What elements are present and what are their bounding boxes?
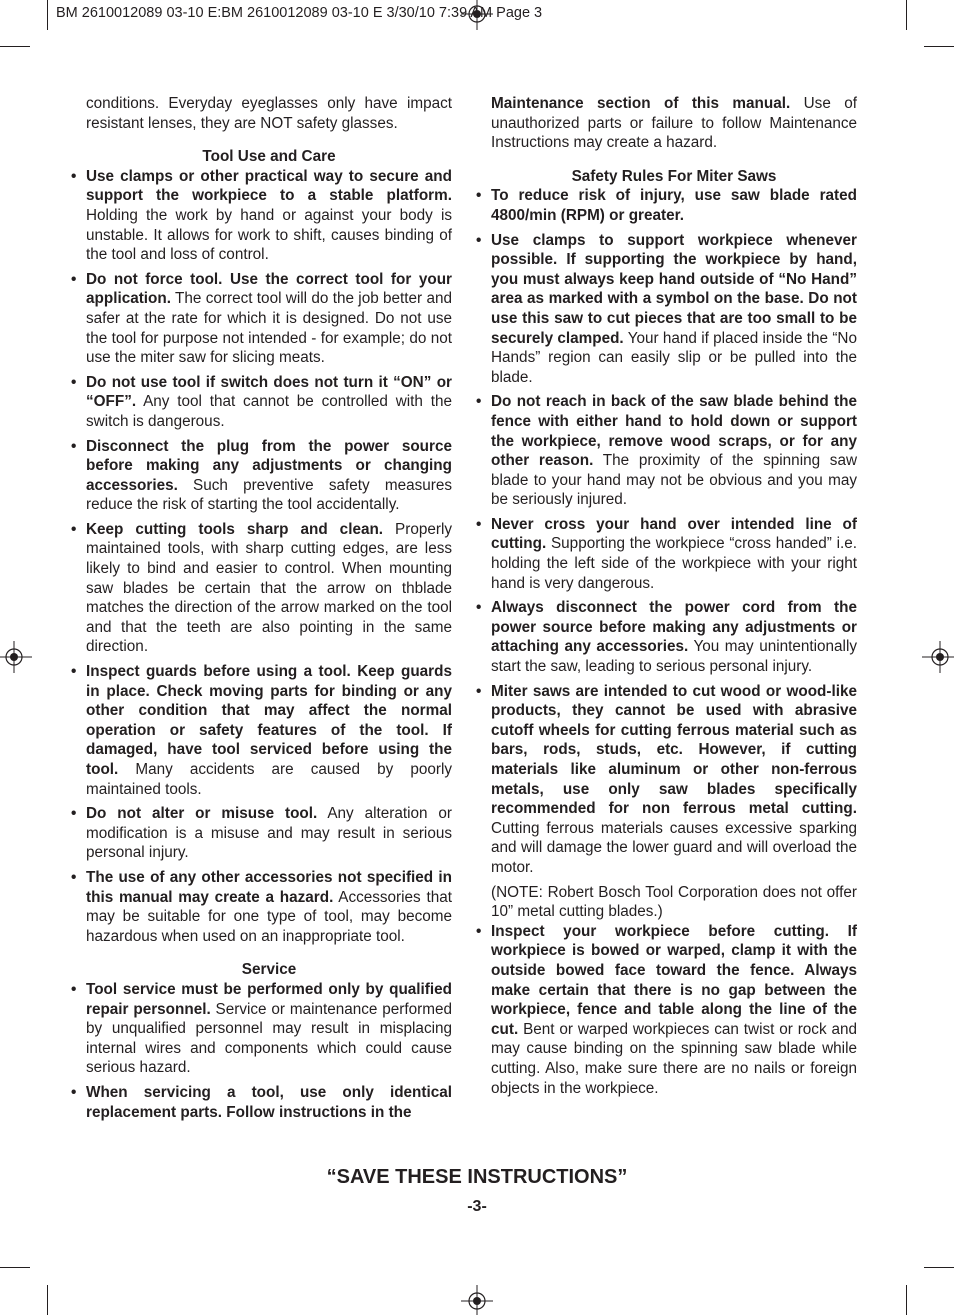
right-column (476, 94, 857, 1103)
page-number: -3- (467, 1198, 487, 1215)
section-heading-tool-use: Tool Use and Care (202, 148, 336, 166)
bullet: • (71, 520, 77, 538)
bullet: • (71, 868, 77, 886)
registration-mark-icon (922, 641, 954, 673)
list-item: • Disconnect the plug from the power source before making any adjustments or changing accessories. Such preventive safety measures reduce the risk of starting the tool accidentally. (71, 437, 452, 514)
list-item: • Use clamps to support workpiece whenever possible. If supporting the workpiece by hand, you must always keep hand outside of “No Hand” area as marked with a symbol on the base. Do not use this saw to cut pieces that are too small to be securely clamped. Your hand if placed inside the “No Hands” region can easily slip or be pulled into the blade. (476, 231, 857, 386)
crop-mark (906, 0, 907, 30)
list-item: • Do not use tool if switch does not turn it “ON” or “OFF”. Any tool that cannot be controlled with the switch is dangerous. (71, 373, 452, 430)
list-item: • The use of any other accessories not specified in this manual may create a hazard. Accessories that may be suitable for one type of tool, may become hazardous when used on an inappropriate tool. (71, 868, 452, 945)
bullet: • (71, 805, 77, 823)
crop-mark (924, 46, 954, 47)
save-instructions-banner: “SAVE THESE INSTRUCTIONS” (326, 1166, 628, 1188)
crop-mark (47, 1285, 48, 1315)
section-heading-miter-saws: Safety Rules For Miter Saws (571, 167, 777, 185)
crop-mark (0, 46, 30, 47)
list-item: • When servicing a tool, use only identical replacement parts. Follow instructions in the (71, 1083, 452, 1121)
list-item: • Tool service must be performed only by qualified repair personnel. Service or maintenance performed by unqualified personnel may result in misplacing internal wires and components which could cause serious hazard. (71, 980, 452, 1077)
list-item: • Miter saws are intended to cut wood or wood-like products, they cannot be used with abrasive cutoff wheels for cutting ferrous material such as bars, rods, studs, etc. However, if cutting materials like aluminum or other non-ferrous metals, use only saw blades specifically recommended for non ferrous metal cutting. Cutting ferrous materials causes excessive sparking and will damage the lower guard and will overload the motor. (476, 682, 857, 876)
bullet: • (71, 167, 77, 185)
section-heading-service: Service (241, 961, 297, 979)
bullet: • (71, 270, 77, 288)
bullet: • (476, 682, 482, 700)
registration-mark-icon (461, 1283, 493, 1315)
registration-mark-icon (0, 641, 32, 673)
bullet: • (476, 187, 482, 205)
bullet: • (476, 393, 482, 411)
bullet: • (71, 1083, 77, 1101)
bullet: • (71, 980, 77, 998)
list-item: • Always disconnect the power cord from the power source before making any adjustments or attaching any accessories. You may unintentionally start the saw, leading to serious personal injury. (476, 599, 857, 676)
continuation-paragraph: Maintenance section of this manual. Use of unauthorized parts or failure to follow Maintenance Instructions may create a hazard. (491, 95, 857, 152)
bullet: • (71, 437, 77, 455)
bullet: • (71, 663, 77, 681)
bullet: • (476, 922, 482, 940)
list-item: • Inspect guards before using a tool. Keep guards in place. Check moving parts for binding or any other condition that may affect the normal operation or safety features of the tool. If damaged, have tool serviced before using the tool. Many accidents are caused by poorly maintained tools. (71, 663, 452, 798)
left-column (71, 94, 453, 1127)
list-item: • Do not alter or misuse tool. Any alteration or modification is a misuse and may result in serious personal injury. (71, 805, 452, 862)
bullet: • (71, 373, 77, 391)
list-item: • Never cross your hand over intended line of cutting. Supporting the workpiece “cross handed” i.e. holding the left side of the workpiece with your right hand is very dangerous. (476, 515, 857, 592)
crop-mark (0, 1267, 30, 1268)
crop-mark (906, 1285, 907, 1315)
bullet: • (476, 515, 482, 533)
note-paragraph: (NOTE: Robert Bosch Tool Corporation does not offer 10” metal cutting blades.) (491, 883, 857, 921)
list-item: • Do not force tool. Use the correct tool for your application. The correct tool will do the job better and safer at the rate for which it is designed. Do not use the tool for purpose not intended - for example; do not use the miter saw for slicing meats. (71, 270, 452, 367)
bullet: • (476, 231, 482, 249)
list-item: • To reduce risk of injury, use saw blade rated 4800/min (RPM) or greater. (476, 187, 857, 224)
crop-mark (47, 0, 48, 30)
print-slug: BM 2610012089 03-10 E:BM 2610012089 03-10 E 3/30/10 7:39 AM Page 3 (56, 5, 543, 21)
list-item: • Use clamps or other practical way to secure and support the workpiece to a stable platform. Holding the work by hand or against your body is unstable. It allows for work to shift, causes binding of the tool and loss of control. (71, 167, 452, 264)
crop-mark (924, 1267, 954, 1268)
list-item: • Keep cutting tools sharp and clean. Properly maintained tools, with sharp cutting edges, are less likely to bind and easier to control. When mounting saw blades be certain that the arrow on thblade matches the direction of the arrow marked on the tool and that the teeth are also pointing in the same direction. (71, 520, 453, 656)
list-item: • Do not reach in back of the saw blade behind the fence with either hand to hold down or support the workpiece, remove wood scraps, or for any other reason. The proximity of the spinning saw blade to your hand may not be obvious and you may be seriously injured. (476, 393, 857, 509)
list-item: • Inspect your workpiece before cutting. If workpiece is bowed or warped, clamp it with the outside bowed face toward the fence. Always make certain that there is no gap between the workpiece, fence and table along the line of the cut. Bent or warped workpieces can twist or rock and may cause binding on the spinning saw blade while cutting. Also, make sure there are no nails or foreign objects in the workpiece. (476, 922, 857, 1097)
intro-paragraph: conditions. Everyday eyeglasses only have impact resistant lenses, they are NOT safety glasses. (86, 95, 452, 132)
bullet: • (476, 599, 482, 617)
